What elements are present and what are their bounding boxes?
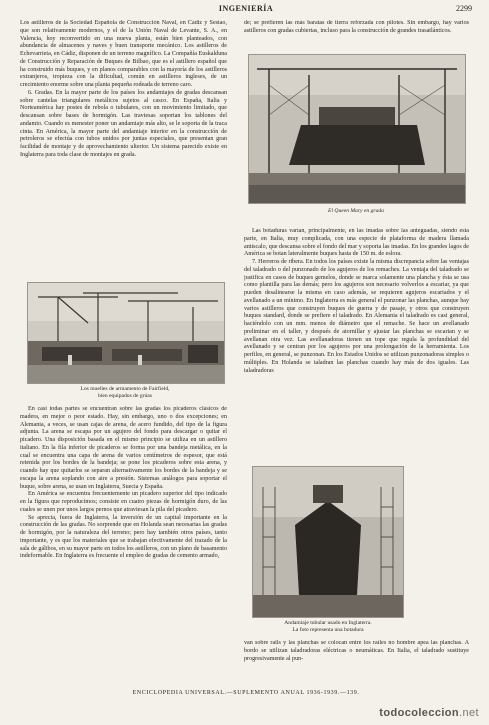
fairfield-quays-photo (27, 282, 225, 384)
paragraph: Se aprecia, fuera de Inglaterra, la inversión de un capital importante en la construcción de las gradas. No sorprende que en Holanda sean necesarias las gradas de hormigón, por la naturaleza del terreno; pero hay también otros países, tanto importante, y es que los materiales que se trabajan efectivamente del trazado de la sala de gálibos, en su mayor parte en todos los astilleros, con un plano de basamento indeformable. En Inglaterra es frecuente el empleo de gradas de cemento armado, (20, 514, 227, 560)
caption-line: bien equipados de grúas (98, 393, 152, 399)
right-column-top-text (244, 20, 469, 50)
caption-line: La foto representa una botadura (292, 627, 364, 633)
watermark-tld: .net (459, 707, 479, 719)
paragraph: En América se encuentra frecuentemente un picadero superior del tipo indicado en la figura que reproducimos; consiste en cuatro piezas de hormigón duro, de las cuales se unen por unos largos pernos que atraviesan la pila del picadero. (20, 491, 227, 513)
paragraph: van sobre rails y las planchas se colocan entre los raíles no hombre apea las planchas. A bordo se utilizan taladradoras eléctricas o neumáticas. En Italia, el taladrado sustituye progresivamente al pun- (244, 640, 469, 662)
paragraph: 6. Gradas. En la mayor parte de los países los andamiajes de gradas descansan sobre cantelas triangulares metálicos sujetos al casco. En España, Italia y Norteamérica hay postes de rebola o tubulares, con un movimiento limitado, que descansan sobre bases de hormigón. Las traviesas soportan los tablones del andamio. Cuando es menester poner un andamiaje más alto, se le soporta de la traca cinta. En América, la mayor parte del andamiaje interior en la construcción de petroleros se efectúa con tubos unidos por juntas especiales, que presentan gran facilidad de montaje y de aprovechamiento ulterior. Un sistema parecido existe en Inglaterra para toda clase de montajes en grada. (20, 89, 227, 158)
paragraph: 7. Herreros de ribera. En todos los países existe la misma discrepancia sobre las ventajas del taladrado o del punzonado de los agujeros de los remaches. La ventaja del taladrado se justifica en casos de buques gemelos, donde se marca solamente una plancha y ésta se usa como plantilla para las demás; pero los agujeros son necesario volverlos a escariar, ya que pueden desalinearse la misma en caso además, se requieren agujeros escariados y el avellanado a un mínimo. En Inglaterra es más general el punzonar las planchas, aunque hay varios astilleros que construyen buques de guerra y de pasaje, y otros que construyen buques standard, donde se prefiere el taladrado. En Alemania el taladrado es casi general, haciéndolo con un mm. menos de diámetro que el remache. Se hace un avellanado preliminar en el taller, y después de atornillar y ajustar las planchas se escarian y se avellanan otra vez. Las avellanadoras tienen un tope que regula la profundidad del avellanado y se centran por los agujeros por una prolongación de la herramienta. Los perfiles, en general, se punzonan. En los Estados Unidos se utilizan punzonadoras simples o múltiples. En Holanda se taladran las planchas cuando hay más de dos iguales. Las taladradoras (244, 259, 469, 374)
right-column-bottom-text (244, 640, 469, 684)
paragraph: Las botaduras varían, principalmente, en las imadas sobre las anteguadas, siendo esta parte, en Italia, muy complicada, con una especie de plataforma de madera llamada antiscalo, que descansa sobre el fondo del mar y soporta las imadas. En los grandes lagos de América se botan lateralmente buques hasta de 150 m. de eslora. (244, 228, 469, 258)
tubular-scaffolding-photo (252, 466, 404, 618)
right-column-mid-text (244, 228, 469, 458)
queen-mary-photo (248, 54, 466, 204)
paragraph: En casi todas partes se encuentran sobre las gradas los picaderos clásicos de madera, en mejor o peor estado. Hay, sin embargo, uno o dos excepciones; en Alemania, a veces, se usan cajas de arena, de acero fundido, del tipo de la figura adjunta. La arena se escapa por un agujero del fondo para descargar o quitar el picadero. Una disposición basada en el mismo principio se utiliza en un astillero italiano. En la fila inferior de picaderos se forma por una bandeja metálica, en la cual se encuentra una capa de arena de varios centímetros de espesor, que está retenida por los bordes de la bandeja; se pone los picaderos sobre esta arena, y cuando hay que quitarlos se separan alternativamente los bordes de la bandeja y se escapa la arena soplando con aire a presión. Sistemas análogos para soportar el buque, sobre arena, se usan en Inglaterra, Suecia y España. (20, 406, 227, 490)
queen-mary-caption: El Queen Mary en grada (328, 208, 384, 214)
page-footer: ENCICLOPEDIA UNIVERSAL.—SUPLEMENTO ANUAL 1936-1939.—139. (132, 690, 360, 696)
scaffolding-photo-caption (248, 620, 408, 634)
cranes-illustration (28, 283, 224, 383)
watermark-brand: todocoleccion (379, 707, 460, 719)
page-number: 2299 (456, 4, 472, 13)
site-watermark (379, 707, 479, 719)
caption-line: Andamiaje tubular usado en Inglaterra. (284, 620, 372, 626)
shipyard-gantry-illustration (249, 55, 465, 203)
paragraph: de; se prefieren las más baratas de tierra reforzada con pilotes. Sin embargo, hay varios astilleros con gradas cubiertas, incluso para la construcción de grandes trasatlánticos. (244, 20, 469, 34)
page-header (20, 4, 472, 18)
left-column-lower-text (20, 406, 227, 684)
left-column-upper-text (20, 20, 227, 276)
paragraph: Los astilleros de la Sociedad Española de Construcción Naval, en Cádiz y Sestao, que son relativamente modernos, y el de la Unión Naval de Levante, S. A., en Valencia, hoy reconvertido en una nueva planta, están bien planteados, con abundancia de almacenes y naves y buen transporte mecánico. Los astilleros de Echevarrieta, en Cádiz, disponen de un terreno magnífico. La Compañía Euskalduna de Construcción y Reparación de Buques de Bilbao, que es el astillero español que ha construido más buques, y en planos comparables con la mayoría de los astilleros extranjeros, tropieza con la dificultad, común en astilleros ingleses, de un crecimiento enorme sobre una planta pequeña rodeada de terreno caro. (20, 20, 227, 88)
caption-line: Los muelles de armamento de Fairfield, (80, 386, 170, 392)
ship-launch-illustration (253, 467, 403, 617)
fairfield-photo-caption (27, 386, 223, 400)
page-title: INGENIERÍA (218, 4, 274, 13)
